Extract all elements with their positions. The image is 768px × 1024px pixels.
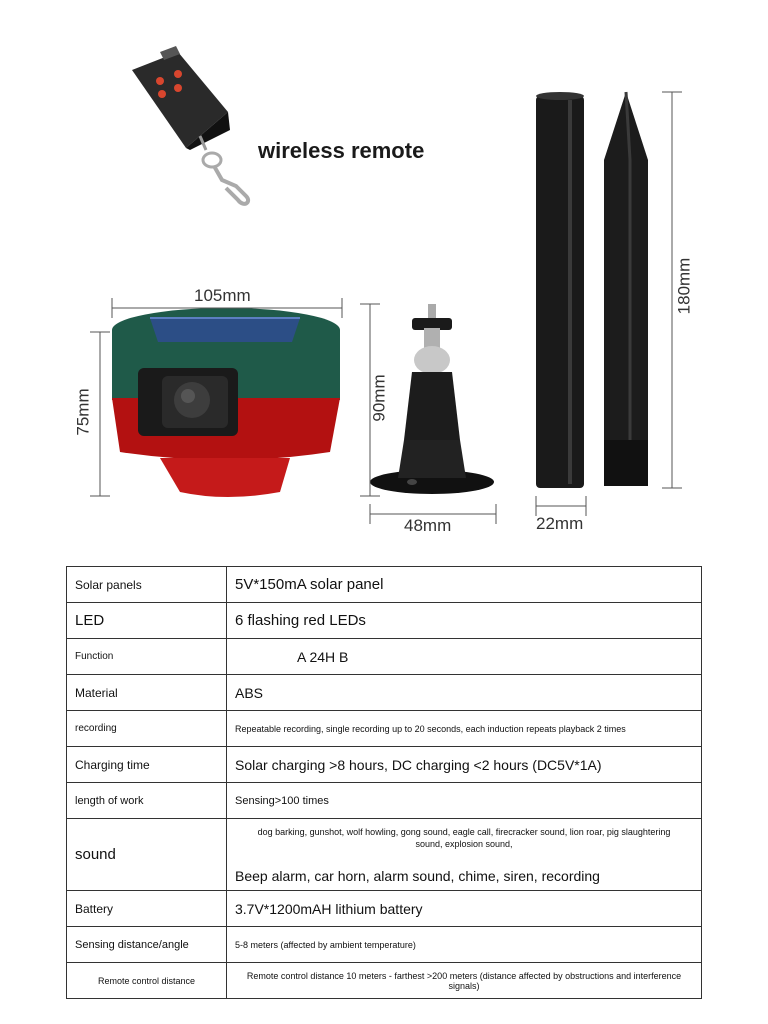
spec-label: Sensing distance/angle — [67, 927, 227, 963]
stake-diameter-label: 22mm — [536, 514, 584, 533]
spec-label: Remote control distance — [67, 963, 227, 999]
spec-label: sound — [67, 819, 227, 891]
device-width-label: 105mm — [194, 286, 251, 305]
stake-image — [604, 92, 648, 486]
table-row — [67, 675, 702, 711]
table-row — [67, 963, 702, 999]
device-height-label: 75mm — [73, 388, 93, 436]
sound-list-top: dog barking, gunshot, wolf howling, gong sound, eagle call, firecracker sound, lion roar, pig slaughtering sound, explosion sound, — [257, 826, 671, 849]
remote-control-image — [132, 46, 248, 204]
pole-image — [536, 92, 584, 488]
spec-value: 5V*150mA solar panel — [227, 567, 702, 603]
table-row — [67, 819, 702, 891]
mount-base-label: 48mm — [404, 516, 452, 535]
spec-label: Function — [67, 639, 227, 675]
spec-value — [227, 819, 702, 891]
remote-label: wireless remote — [258, 138, 425, 163]
spec-label: recording — [67, 711, 227, 747]
sound-list-bottom: Beep alarm, car horn, alarm sound, chime, siren, recording — [235, 867, 600, 884]
spec-label: Solar panels — [67, 567, 227, 603]
spec-label: Charging time — [67, 747, 227, 783]
table-row — [67, 927, 702, 963]
stake-length-label: 180mm — [674, 257, 694, 315]
spec-label: LED — [67, 603, 227, 639]
spec-value: 6 flashing red LEDs — [227, 603, 702, 639]
spec-value: Repeatable recording, single recording up to 20 seconds, each induction repeats playback 2 times — [227, 711, 702, 747]
sensor-device-image — [112, 308, 340, 497]
spec-label: Battery — [67, 891, 227, 927]
spec-label: Material — [67, 675, 227, 711]
mount-height-label: 90mm — [369, 374, 389, 422]
spec-value: 3.7V*1200mAH lithium battery — [227, 891, 702, 927]
spec-value: ABS — [227, 675, 702, 711]
spec-value: A 24H B — [227, 639, 702, 675]
spec-value: Solar charging >8 hours, DC charging <2 hours (DC5V*1A) — [227, 747, 702, 783]
table-row — [67, 891, 702, 927]
spec-value: Sensing>100 times — [227, 783, 702, 819]
table-row — [67, 567, 702, 603]
table-row — [67, 603, 702, 639]
table-row — [67, 783, 702, 819]
spec-table — [66, 566, 702, 999]
table-row — [67, 747, 702, 783]
table-row — [67, 711, 702, 747]
spec-value: Remote control distance 10 meters - farthest >200 meters (distance affected by obstructions and interference signals) — [227, 963, 702, 999]
spec-label: length of work — [67, 783, 227, 819]
table-row — [67, 639, 702, 675]
spec-value: 5-8 meters (affected by ambient temperature) — [227, 927, 702, 963]
